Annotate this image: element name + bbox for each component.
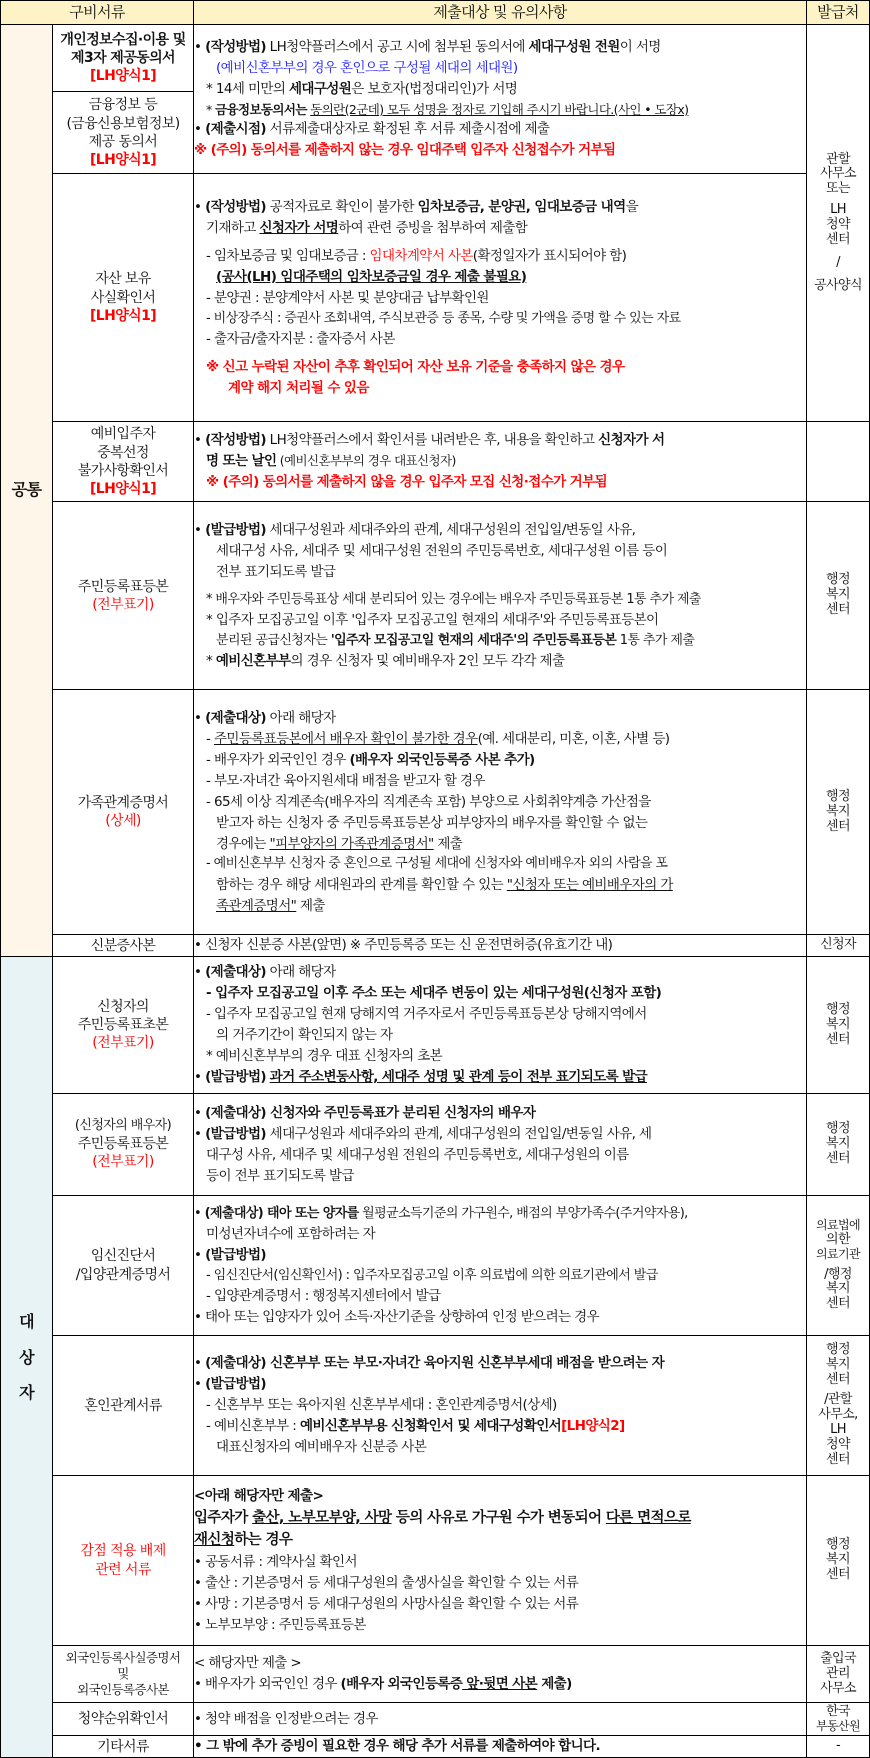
content-abstract: • (제출대상) 아래 해당자 - 입주자 모집공고일 이후 주소 또는 세대주 변동이 있는 세대구성원(신청자 포함) - 입주자 모집공고일 현재 당해지역 거주자로서 주민등록표등본상 당해지역에서 의 거주기간이 확인되지 않는 자 * 예비신혼부부의 경우 대표 신청자의 초본 • (발급방법) 과거 주소변동사항, 세대주 성명 및 관계 등이 전부 표기되도록 발급 [194,957,807,1094]
table-row-resident-register [1,502,870,690]
table-row-spouse-register [1,1094,870,1196]
issuer-foreigner: 출입국 관리 사무소 [807,1646,870,1703]
header-docs: 구비서류 [1,1,194,25]
issuer-id-copy: 신청자 [807,935,870,957]
doc-financial-consent: 금융정보 등 (금융신용보험정보) 제공 동의서 [LH양식1] [53,92,194,174]
table-row-assets [1,174,870,422]
doc-privacy-consent: 개인정보수집·이용 및 제3자 제공동의서 [LH양식1] [53,25,194,92]
doc-duplicate: 예비입주자 중복선정 불가사항확인서 [LH양식1] [53,422,194,502]
table-row-family [1,690,870,935]
category-target: 대 상 자 [1,957,53,1758]
table-header-row [1,1,870,25]
issuer-family: 행정 복지 센터 [807,690,870,935]
content-deduction: <아래 해당자만 제출> 입주자가 출산, 노부모부양, 사망 등의 사유로 가구원 수가 변동되어 다른 면적으로 재신청하는 경우 • 공동서류 : 계약사실 확인서 • 출산 : 기본증명서 등 세대구성원의 출생사실을 확인할 수 있는 서류 • 사망 : 기본증명서 등 세대구성원의 사망사실을 확인할 수 있는 서류 • 노부모부양 : 주민등록표등본 [194,1476,807,1646]
content-subscription: • 청약 배점을 인정받으려는 경우 [194,1703,807,1736]
doc-marriage: 혼인관계서류 [53,1336,194,1476]
issuer-spouse-register: 행정 복지 센터 [807,1094,870,1196]
table-row-duplicate [1,422,870,502]
content-resident-register: • (발급방법) 세대구성원과 세대주와의 관계, 세대구성원의 전입일/변동일 사유, 세대구성 사유, 세대주 및 세대구성원 전원의 주민등록번호, 세대구성원 이름 등이 전부 표기되도록 발급 * 배우자와 주민등록표상 세대 분리되어 있는 경우에는 배우자 주민등록표등본 1통 추가 제출 * 입주자 모집공고일 이후 '입주자 모집공고일 현재의 세대주'와 주민등록표등본이 분리된 공급신청자는 '입주자 모집공고일 현재의 세대주'의 주민등록표등본 1통 추가 제출 * 예비신혼부부의 경우 신청자 및 예비배우자 2인 모두 각각 제출 [194,502,807,690]
category-common: 공통 [1,25,53,957]
doc-foreigner: 외국인등록사실증명서 및 외국인등록증사본 [53,1646,194,1703]
content-family: • (제출대상) 아래 해당자 - 주민등록표등본에서 배우자 확인이 불가한 경우(예. 세대분리, 미혼, 이혼, 사별 등) - 배우자가 외국인인 경우 (배우자 외국인등록증 사본 추가) - 부모·자녀간 육아지원세대 배점을 받고자 할 경우 - 65세 이상 직계존속(배우자의 직계존속 포함) 부양으로 사회취약계층 가산점을 받고자 하는 신청자 중 주민등록표등본상 피부양자의 배우자를 확인할 수 없는 경우에는 "피부양자의 가족관계증명서" 제출 - 예비신혼부부 신청자 중 혼인으로 구성될 세대에 신청자와 예비배우자 외의 사람을 포 함하는 경우 해당 세대원과의 관계를 확인할 수 있는 "신청자 또는 예비배우자의 가 족관계증명서" 제출 [194,690,807,935]
table-row-abstract [1,957,870,1094]
doc-resident-register: 주민등록표등본 (전부표기) [53,502,194,690]
content-other: • 그 밖에 추가 증빙이 필요한 경우 해당 추가 서류를 제출하여야 합니다. [194,1736,807,1758]
doc-subscription: 청약순위확인서 [53,1703,194,1736]
content-duplicate: • (작성방법) LH청약플러스에서 확인서를 내려받은 후, 내용을 확인하고 신청자가 서 명 또는 날인 (예비신혼부부의 경우 대표신청자) ※ (주의) 동의서를 제출하지 않을 경우 입주자 모집 신청·접수가 거부됨 [194,422,807,502]
table-row-marriage [1,1336,870,1476]
content-pregnancy: • (제출대상) 태아 또는 양자를 월평균소득기준의 가구원수, 배점의 부양가족수(주거약자용), 미성년자녀수에 포함하려는 자 • (발급방법) - 임신진단서(임신확인서) : 입주자모집공고일 이후 의료법에 의한 의료기관에서 발급 - 입양관계증명서 : 행정복지센터에서 발급 • 태아 또는 입양자가 있어 소득·자산기준을 상향하여 인정 받으려는 경우 [194,1196,807,1336]
table-row-foreigner [1,1646,870,1703]
content-assets: • (작성방법) 공적자료로 확인이 불가한 임차보증금, 분양권, 임대보증금 내역을 기재하고 신청자가 서명하여 관련 증빙을 첨부하여 제출함 - 임차보증금 및 임대보증금 : 임대차계약서 사본(확정일자가 표시되어야 함) (공사(LH) 임대주택의 임차보증금일 경우 제출 불필요) - 분양권 : 분양계약서 사본 및 분양대금 납부확인원 - 비상장주식 : 증권사 조회내역, 주식보관증 등 종목, 수량 및 가액을 증명 할 수 있는 자료 - 출자금/출자지분 : 출자증서 사본 ※ 신고 누락된 자산이 추후 확인되어 자산 보유 기준을 충족하지 않은 경우 계약 해지 처리될 수 있음 [194,174,807,422]
doc-abstract: 신청자의 주민등록표초본 (전부표기) [53,957,194,1094]
table-row-privacy [1,25,870,92]
content-spouse-register: • (제출대상) 신청자와 주민등록표가 분리된 신청자의 배우자 • (발급방법) 세대구성원과 세대주와의 관계, 세대구성원의 전입일/변동일 사유, 세 대구성 사유, 세대주 및 세대구성원 전원의 주민등록번호, 세대구성원의 이름 등이 전부 표기되도록 발급 [194,1094,807,1196]
content-marriage: • (제출대상) 신혼부부 또는 부모·자녀간 육아지원 신혼부부세대 배점을 받으려는 자 • (발급방법) - 신혼부부 또는 육아지원 신혼부부세대 : 혼인관계증명서(상세) - 예비신혼부부 : 예비신혼부부용 신청확인서 및 세대구성확인서[LH양식2] 대표신청자의 예비배우자 신분증 사본 [194,1336,807,1476]
table-row-other [1,1736,870,1758]
table-row-subscription [1,1703,870,1736]
doc-deduction: 감점 적용 배제 관련 서류 [53,1476,194,1646]
issuer-resident-register: 행정 복지 센터 [807,502,870,690]
table-row-deduction [1,1476,870,1646]
doc-other: 기타서류 [53,1736,194,1758]
doc-spouse-register: (신청자의 배우자) 주민등록표등본 (전부표기) [53,1094,194,1196]
issuer-deduction: 행정 복지 센터 [807,1476,870,1646]
doc-pregnancy: 임신진단서 /입양관계증명서 [53,1196,194,1336]
content-privacy: • (작성방법) LH청약플러스에서 공고 시에 첨부된 동의서에 세대구성원 전원이 서명 (예비신혼부부의 경우 혼인으로 구성될 세대의 세대원) * 14세 미만의 세대구성원은 보호자(법정대리인)가 서명 * 금융정보동의서는 동의란(2군데) 모두 성명을 정자로 기입해 주시기 바랍니다.(사인 • 도장x) • (제출시점) 서류제출대상자로 확정된 후 서류 제출시점에 제출 ※ (주의) 동의서를 제출하지 않는 경우 임대주택 입주자 신청접수가 거부됨 [194,25,807,174]
issuer-duplicate [807,422,870,502]
header-content: 제출대상 및 유의사항 [194,1,807,25]
issuer-subscription: 한국 부동산원 [807,1703,870,1736]
doc-assets: 자산 보유 사실확인서 [LH양식1] [53,174,194,422]
table-row-pregnancy [1,1196,870,1336]
doc-id-copy: 신분증사본 [53,935,194,957]
content-foreigner: < 해당자만 제출 > • 배우자가 외국인인 경우 (배우자 외국인등록증 앞·뒷면 사본 제출) [194,1646,807,1703]
content-id-copy: • 신청자 신분증 사본(앞면) ※ 주민등록증 또는 신 운전면허증(유효기간 내) [194,935,807,957]
doc-family: 가족관계증명서 (상세) [53,690,194,935]
issuer-abstract: 행정 복지 센터 [807,957,870,1094]
header-issuer: 발급처 [807,1,870,25]
table-row-id-copy [1,935,870,957]
issuer-pregnancy: 의료법에 의한 의료기관 /행정 복지 센터 [807,1196,870,1336]
issuer-marriage: 행정 복지 센터 /관할 사무소, LH 청약 센터 [807,1336,870,1476]
issuer-other: - [807,1736,870,1758]
issuer-assets: 관할 사무소 또는 LH 청약 센터 / 공사양식 [807,25,870,422]
